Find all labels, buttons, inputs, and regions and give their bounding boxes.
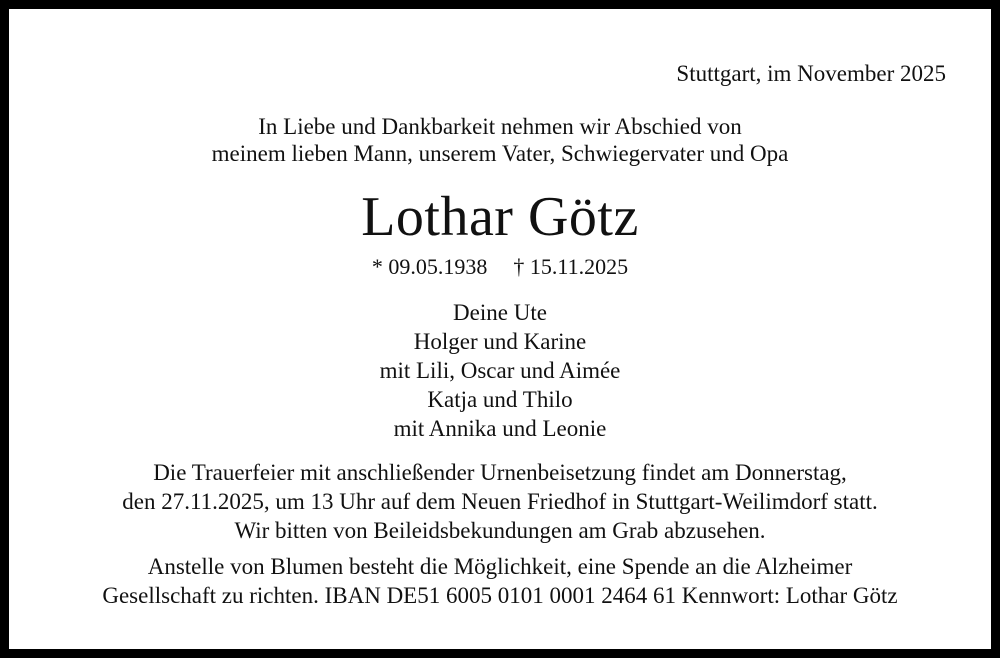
family-line-3: mit Lili, Oscar und Aimée <box>379 358 621 383</box>
family-line-1: Deine Ute <box>453 300 547 325</box>
ceremony-line-2: den 27.11.2025, um 13 Uhr auf dem Neuen Friedhof in Stuttgart-Weilimdorf statt. <box>122 489 878 514</box>
life-dates <box>9 254 991 280</box>
place-date: Stuttgart, im November 2025 <box>676 61 946 86</box>
deceased-name: Lothar Götz <box>361 186 639 248</box>
intro-line-2: meinem lieben Mann, unserem Vater, Schwiegervater und Opa <box>211 141 789 166</box>
ceremony-line-1: Die Trauerfeier mit anschließender Urnenbeisetzung findet am Donnerstag, <box>153 460 847 485</box>
family-line-5: mit Annika und Leonie <box>393 416 607 441</box>
ceremony-line-3: Wir bitten von Beileidsbekundungen am Grab abzusehen. <box>234 518 766 543</box>
family-line-2: Holger und Karine <box>413 329 587 354</box>
donation-line-2: Gesellschaft zu richten. IBAN DE51 6005 0101 0001 2464 61 Kennwort: Lothar Götz <box>102 583 898 608</box>
death-date: † 15.11.2025 <box>513 254 629 279</box>
intro-line-1: In Liebe und Dankbarkeit nehmen wir Abschied von <box>258 114 742 139</box>
family-line-4: Katja und Thilo <box>427 387 573 412</box>
birth-date: * 09.05.1938 <box>371 254 488 279</box>
donation-line-1: Anstelle von Blumen besteht die Möglichkeit, eine Spende an die Alzheimer <box>147 554 853 579</box>
